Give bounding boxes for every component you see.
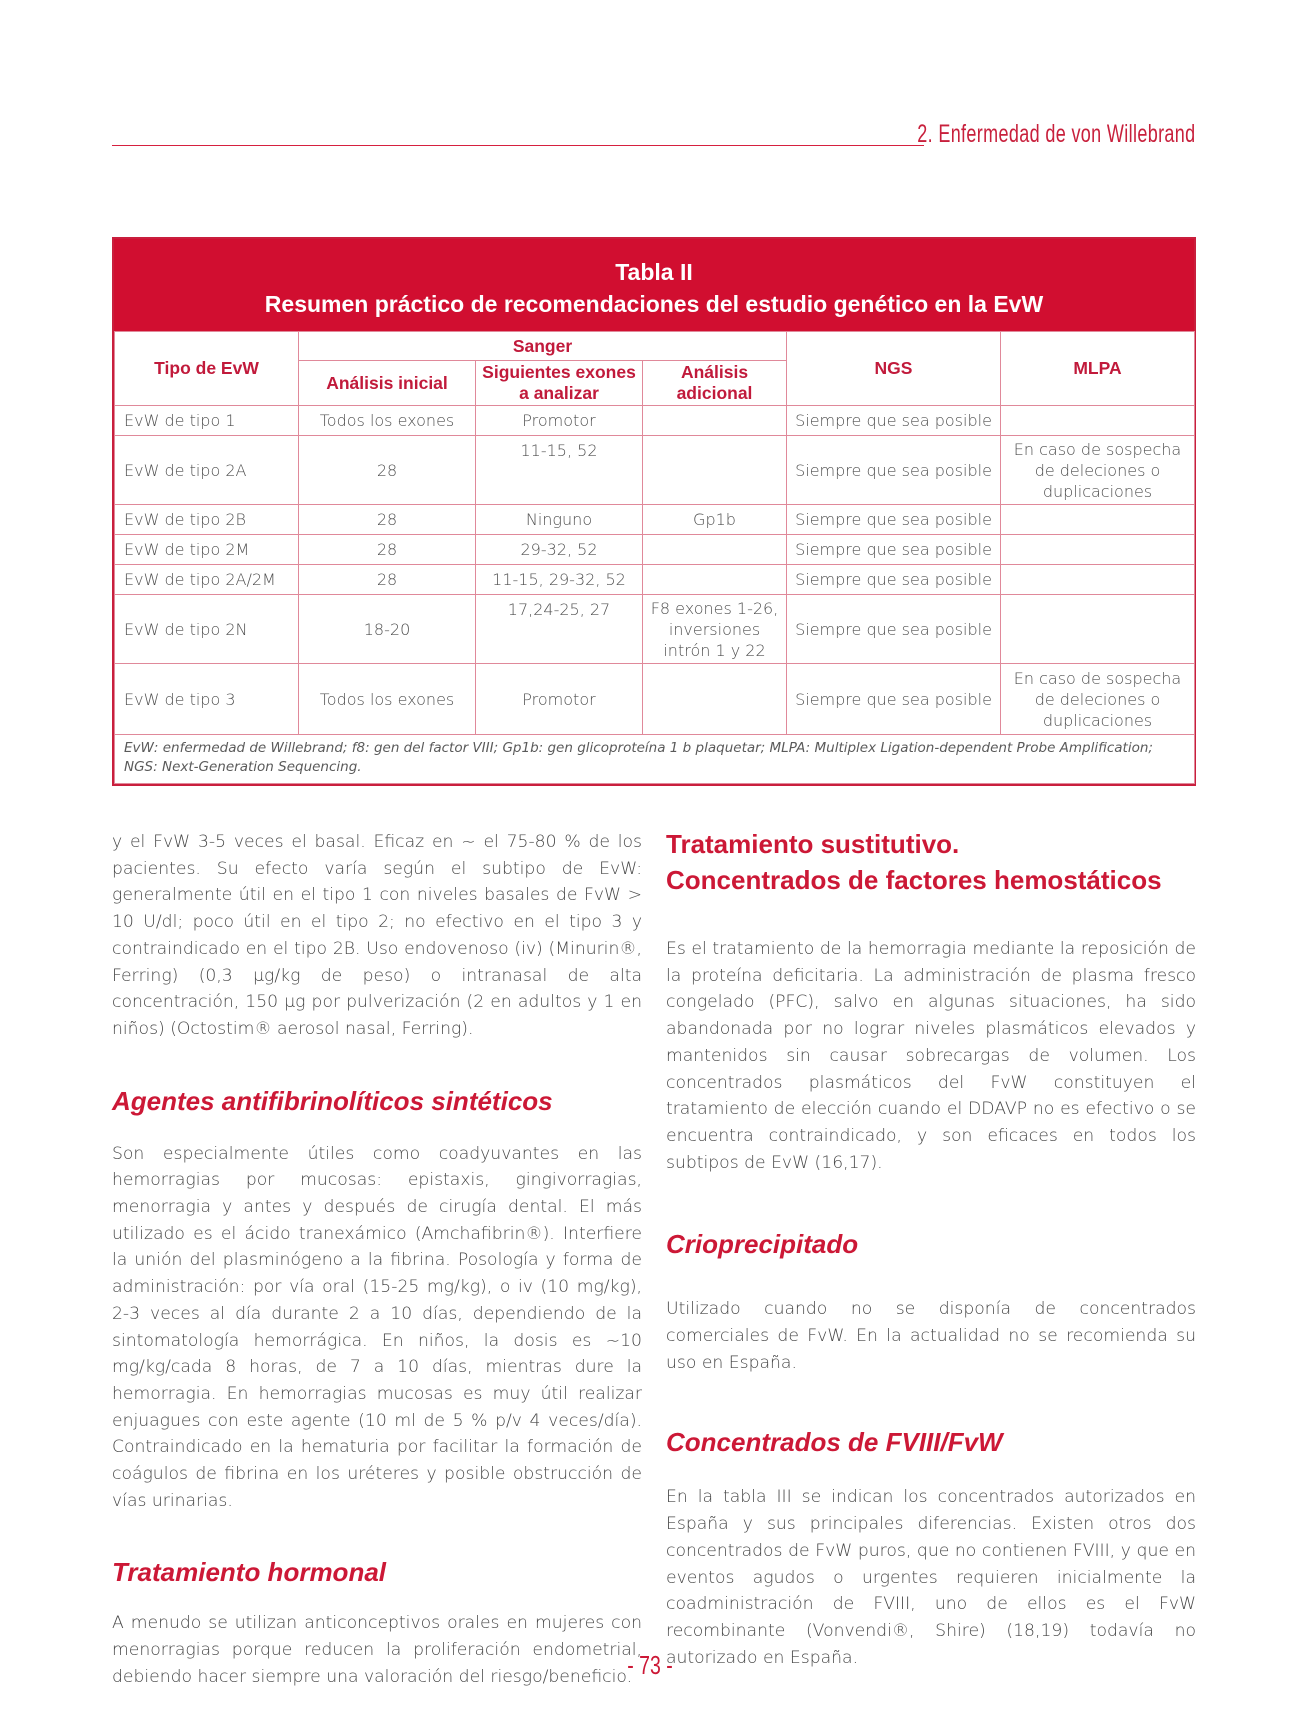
footnote-line-2: NGS: Next-Generation Sequencing. [124,759,362,775]
header-ngs: NGS [787,332,1001,406]
header-mlpa: MLPA [1001,332,1195,406]
concentrados-body: En la tabla III se indican los concentrados autorizados en España y sus principales diferencias. Existen otros dos concentrados de FvW puros, que no contienen FVIII, y que en eventos agudos o urgentes requieren inicialmente la coadministración de FVIII, uno de ellos es el FvW recombinante (Vonvendi®, Shire) (18,19) todavía no autorizado en España. [666,1487,1196,1668]
table-footnote-row [115,735,1195,784]
header-row [115,332,1195,361]
heading-concentrados-fviii: Concentrados de FVIII/FvW [666,1427,1003,1458]
cell-adicional [643,406,787,436]
table-row [115,436,1195,505]
table-footnote [115,735,1195,784]
cell-inicial: 28 [299,565,476,595]
cell-adicional [643,565,787,595]
cell-adicional [643,535,787,565]
right-column [666,826,1196,1671]
cell-mlpa [1001,535,1195,565]
hormonal-body: A menudo se utilizan anticonceptivos orales en mujeres con menorragias porque reducen la proliferación endometrial, debiendo hacer siempre una valoración del riesgo/beneficio. [112,1613,642,1687]
cell-mlpa [1001,505,1195,535]
header-analisis-adicional: Análisis adicional [643,361,787,406]
header-tipo: Tipo de EvW [115,332,299,406]
recommendations-table [114,331,1195,784]
cell-siguientes: Promotor [476,664,643,735]
cell-tipo: EvW de tipo 3 [115,664,299,735]
cell-siguientes: 17,24-25, 27 [476,595,643,664]
footnote-line-1: EvW: enfermedad de Willebrand; f8: gen del factor VIII; Gp1b: gen glicoproteína 1 b plaquetar; MLPA: Multiplex Ligation-dependent Probe Amplification; [124,740,1153,756]
heading-tratamiento-hormonal: Tratamiento hormonal [112,1557,387,1588]
crioprecipitado-body: Utilizado cuando no se disponía de concentrados comerciales de FvW. En la actualidad no se recomienda su uso en España. [666,1299,1196,1373]
heading-tratamiento-sustitutivo [666,826,1196,898]
cell-inicial: Todos los exones [299,406,476,436]
cell-ngs: Siempre que sea posible [787,595,1001,664]
cell-ngs: Siempre que sea posible [787,565,1001,595]
cell-ngs: Siempre que sea posible [787,505,1001,535]
cell-mlpa: En caso de sospecha de deleciones o duplicaciones [1001,664,1195,735]
cell-adicional: F8 exones 1-26, inversiones intrón 1 y 22 [643,595,787,664]
running-header [112,120,1196,150]
heading-line-2: Concentrados de factores hemostáticos [666,865,1162,895]
table-caption [114,239,1194,331]
cell-siguientes: 11-15, 29-32, 52 [476,565,643,595]
cell-inicial: 28 [299,505,476,535]
cell-inicial: 18-20 [299,595,476,664]
antifibrinoliticos-body: Son especialmente útiles como coadyuvantes en las hemorragias por mucosas: epistaxis, gingivorragias, menorragia y antes y después de cirugía dental. El más utilizado es el ácido tranexámico (Amchafibrin®). Interfiere la unión del plasminógeno a la fibrina. Posología y forma de administración: por vía oral (15-25 mg/kg), o iv (10 mg/kg), 2-3 veces al día durante 2 a 10 días, dependiendo de la sintomatología hemorrágica. En niños, la dosis es ~10 mg/kg/cada 8 horas, de 7 a 10 días, mientras dure la hemorragia. En hemorragias mucosas es muy útil realizar enjuagues con este agente (10 ml de 5 % p/v 4 veces/día). Contraindicado en la hematuria por facilitar la formación de coágulos de fibrina en los uréteres y posible obstrucción de vías urinarias. [112,1143,642,1511]
heading-crioprecipitado: Crioprecipitado [666,1229,859,1260]
cell-siguientes: Ninguno [476,505,643,535]
cell-inicial: 28 [299,436,476,505]
cell-mlpa [1001,406,1195,436]
cell-inicial: Todos los exones [299,664,476,735]
cell-mlpa [1001,595,1195,664]
cell-tipo: EvW de tipo 2B [115,505,299,535]
chapter-title: 2. Enfermedad de von Willebrand [917,120,1196,148]
table-row [115,664,1195,735]
cell-mlpa: En caso de sospecha de deleciones o duplicaciones [1001,436,1195,505]
cell-siguientes: Promotor [476,406,643,436]
table-row [115,565,1195,595]
cell-tipo: EvW de tipo 1 [115,406,299,436]
cell-inicial: 28 [299,535,476,565]
sustitutivo-body: Es el tratamiento de la hemorragia mediante la reposición de la proteína deficitaria. La administración de plasma fresco congelado (PFC), salvo en algunas situaciones, ha sido abandonada por no lograr niveles plasmáticos elevados y mantenidos sin causar sobrecargas de volumen. Los concentrados plasmáticos del FvW constituyen el tratamiento de elección cuando el DDAVP no es efectivo o se encuentra contraindicado, y son eficaces en todos los subtipos de EvW (16,17). [666,939,1196,1173]
table-ii [112,237,1196,786]
table-title: Resumen práctico de recomendaciones del estudio genético en la EvW [264,291,1044,317]
header-rule [112,145,924,146]
left-column [112,829,642,1691]
cell-ngs: Siempre que sea posible [787,664,1001,735]
table-number: Tabla II [615,259,693,285]
cell-siguientes: 11-15, 52 [476,436,643,505]
table-row [115,535,1195,565]
table-row [115,595,1195,664]
page-number: - 73 - [627,1650,673,1680]
cell-tipo: EvW de tipo 2A/2M [115,565,299,595]
cell-tipo: EvW de tipo 2N [115,595,299,664]
cell-adicional [643,664,787,735]
header-siguientes-exones: Siguientes exones a analizar [476,361,643,406]
cell-adicional [643,436,787,505]
cell-ngs: Siempre que sea posible [787,436,1001,505]
cell-adicional: Gp1b [643,505,787,535]
heading-antifibrinoliticos: Agentes antifibrinolíticos sintéticos [112,1085,553,1116]
table-row [115,406,1195,436]
heading-line-1: Tratamiento sustitutivo. [666,829,960,859]
cell-tipo: EvW de tipo 2M [115,535,299,565]
intro-paragraph: y el FvW 3-5 veces el basal. Eficaz en ~ el 75-80 % de los pacientes. Su efecto varía según el subtipo de EvW: generalmente útil en el tipo 1 con niveles basales de FvW > 10 U/dl; poco útil en el tipo 2; no efectivo en el tipo 3 y contraindicado en el tipo 2B. Uso endovenoso (iv) (Minurin®, Ferring) (0,3 µg/kg de peso) o intranasal de alta concentración, 150 µg por pulverización (2 en adultos y 1 en niños) (Octostim® aerosol nasal, Ferring). [112,832,642,1039]
cell-tipo: EvW de tipo 2A [115,436,299,505]
cell-mlpa [1001,565,1195,595]
cell-ngs: Siempre que sea posible [787,406,1001,436]
cell-siguientes: 29-32, 52 [476,535,643,565]
cell-ngs: Siempre que sea posible [787,535,1001,565]
table-row [115,505,1195,535]
header-analisis-inicial: Análisis inicial [299,361,476,406]
header-sanger: Sanger [299,332,787,361]
